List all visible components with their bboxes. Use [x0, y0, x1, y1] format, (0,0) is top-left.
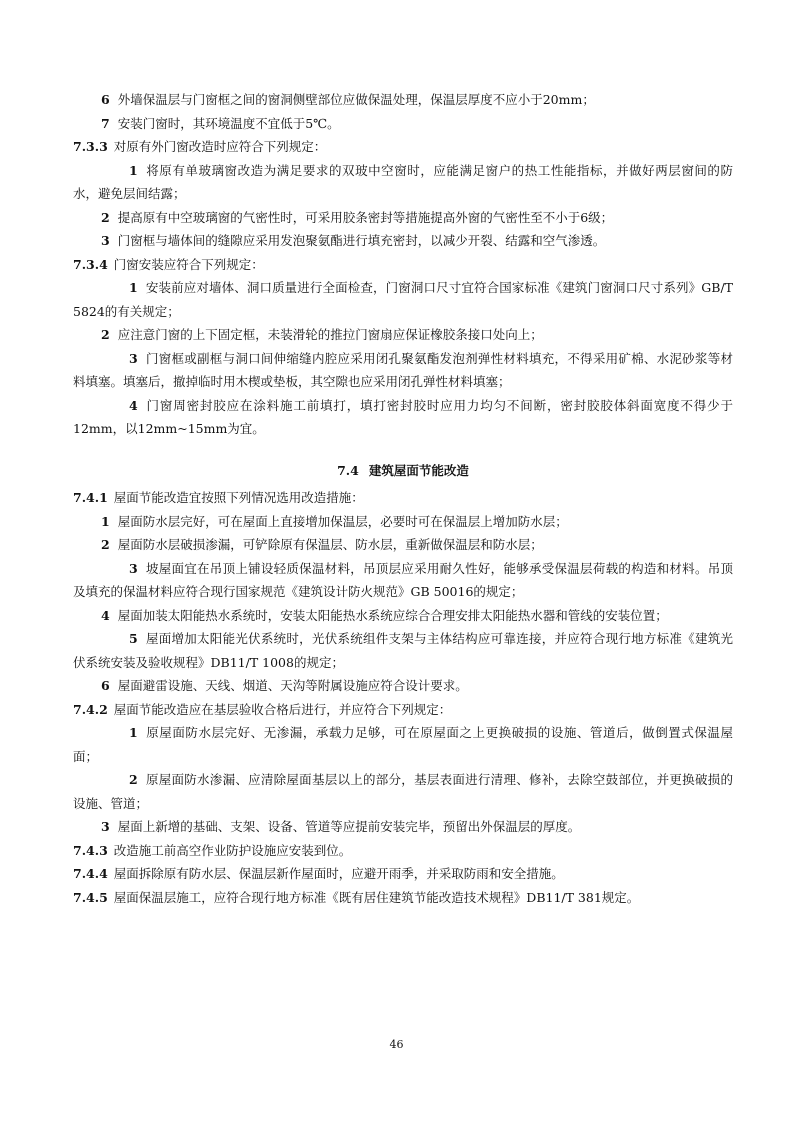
item-number: 1	[129, 280, 138, 295]
clause-number: 7.3.3	[73, 139, 108, 154]
clause-text: 屋面节能改造应在基层验收合格后进行，并应符合下列规定：	[113, 701, 452, 717]
item-number: 2	[101, 209, 110, 225]
list-item	[73, 674, 733, 698]
clause-7-4-5	[73, 886, 733, 910]
clause-7-4-3	[73, 839, 733, 863]
item-text: 应注意门窗的上下固定框，未装滑轮的推拉门窗扇应保证橡胶条接口处向上；	[117, 327, 543, 342]
item-text: 原屋面防水渗漏、应清除屋面基层以上的部分，基层表面进行清理、修补，去除空鼓部位，并更换破损的设施、管道；	[73, 772, 733, 811]
clause-text: 屋面保温层施工，应符合现行地方标准《既有居住建筑节能改造技术规程》DB11/T 381规定。	[113, 889, 640, 905]
list-item	[73, 627, 733, 674]
list-item	[73, 510, 733, 534]
list-item	[73, 112, 733, 136]
item-number: 1	[101, 513, 110, 529]
item-number: 3	[129, 560, 138, 576]
clause-text: 对原有外门窗改造时应符合下列规定：	[113, 139, 327, 154]
document-body	[73, 88, 733, 909]
item-number: 3	[101, 819, 110, 834]
item-text: 门窗框与墙体间的缝隙应采用发泡聚氨酯进行填充密封，以减少开裂、结露和空气渗透。	[117, 233, 606, 248]
list-item	[73, 533, 733, 557]
item-text: 提高原有中空玻璃窗的气密性时，可采用胶条密封等措施提高外窗的气密性至不小于6级；	[117, 209, 614, 225]
list-item	[73, 394, 733, 441]
item-number: 6	[101, 92, 110, 107]
item-number: 1	[129, 162, 138, 178]
item-text: 外墙保温层与门窗框之间的窗洞侧壁部位应做保温处理，保温层厚度不应小于20mm；	[117, 92, 595, 107]
list-item	[73, 276, 733, 323]
clause-text: 屋面拆除原有防水层、保温层新作屋面时，应避开雨季，并采取防雨和安全措施。	[113, 866, 564, 881]
list-item	[73, 721, 733, 768]
item-number: 5	[129, 631, 138, 646]
section-heading	[73, 459, 733, 483]
list-item	[73, 323, 733, 347]
item-text: 屋面上新增的基础、支架、设备、管道等应提前安装完毕，预留出外保温层的厚度。	[117, 819, 581, 834]
list-item	[73, 347, 733, 394]
clause-text: 门窗安装应符合下列规定：	[113, 256, 264, 272]
item-number: 4	[129, 397, 138, 413]
item-text: 门窗周密封胶应在涂料施工前填打，填打密封胶时应用力均匀不间断，密封胶胶体斜面宽度不得少于12mm，以12mm~15mm为宜。	[73, 397, 733, 436]
clause-7-4-2	[73, 698, 733, 722]
list-item	[73, 206, 733, 230]
item-number: 4	[101, 607, 110, 623]
clause-number: 7.4.5	[73, 889, 108, 905]
section-title: 建筑屋面节能改造	[368, 462, 469, 478]
item-text: 坡屋面宜在吊顶上铺设轻质保温材料，吊顶层应采用耐久性好，能够承受保温层荷载的构造和材料。吊顶及填充的保温材料应符合现行国家规范《建筑设计防火规范》GB 50016的规定；	[73, 560, 733, 599]
section-number: 7.4	[337, 462, 359, 478]
list-item	[73, 557, 733, 604]
item-number: 3	[101, 233, 110, 248]
item-text: 屋面加装太阳能热水系统时，安装太阳能热水系统应综合合理安排太阳能热水器和管线的安装位置；	[117, 607, 668, 623]
list-item	[73, 815, 733, 839]
clause-number: 7.4.1	[73, 490, 108, 505]
item-number: 2	[101, 537, 110, 552]
list-item	[73, 229, 733, 253]
clause-number: 7.3.4	[73, 256, 108, 272]
item-text: 屋面避雷设施、天线、烟道、天沟等附属设施应符合设计要求。	[117, 678, 468, 693]
list-item	[73, 159, 733, 206]
item-text: 原屋面防水层完好、无渗漏，承载力足够，可在原屋面之上更换破损的设施、管道后，做倒置式保温屋面；	[73, 725, 733, 764]
clause-text: 改造施工前高空作业防护设施应安装到位。	[113, 842, 352, 858]
clause-number: 7.4.4	[73, 866, 108, 881]
list-item	[73, 88, 733, 112]
item-text: 门窗框或副框与洞口间伸缩缝内腔应采用闭孔聚氨酯发泡剂弹性材料填充，不得采用矿棉、水泥砂浆等材料填塞。填塞后，撤掉临时用木楔或垫板，其空隙也应采用闭孔弹性材料填塞；	[73, 350, 733, 389]
item-text: 屋面防水层完好，可在屋面上直接增加保温层，必要时可在保温层上增加防水层；	[117, 513, 568, 529]
item-text: 将原有单玻璃窗改造为满足要求的双玻中空窗时，应能满足窗户的热工性能指标，并做好两层窗间的防水，避免层间结露；	[73, 162, 733, 201]
item-number: 3	[129, 350, 138, 366]
item-text: 屋面防水层破损渗漏，可铲除原有保温层、防水层，重新做保温层和防水层；	[117, 537, 543, 552]
page-number: 46	[389, 1038, 404, 1051]
clause-text: 屋面节能改造宜按照下列情况选用改造措施：	[113, 490, 364, 505]
clause-number: 7.4.3	[73, 842, 108, 858]
item-number: 2	[101, 327, 110, 342]
clause-7-4-1	[73, 486, 733, 510]
list-item	[73, 604, 733, 628]
item-text: 安装门窗时，其环境温度不宜低于5℃。	[117, 115, 340, 131]
clause-7-4-4	[73, 862, 733, 886]
clause-7-3-4	[73, 253, 733, 277]
item-text: 屋面增加太阳能光伏系统时，光伏系统组件支架与主体结构应可靠连接，并应符合现行地方标准《建筑光伏系统安装及验收规程》DB11/T 1008的规定；	[73, 631, 733, 670]
clause-number: 7.4.2	[73, 701, 108, 717]
item-number: 1	[129, 725, 138, 740]
list-item	[73, 768, 733, 815]
clause-7-3-3	[73, 135, 733, 159]
item-number: 6	[101, 678, 110, 693]
item-text: 安装前应对墙体、洞口质量进行全面检查，门窗洞口尺寸宜符合国家标准《建筑门窗洞口尺寸系列》GB/T 5824的有关规定；	[73, 280, 733, 319]
item-number: 2	[129, 772, 138, 787]
item-number: 7	[101, 115, 110, 131]
